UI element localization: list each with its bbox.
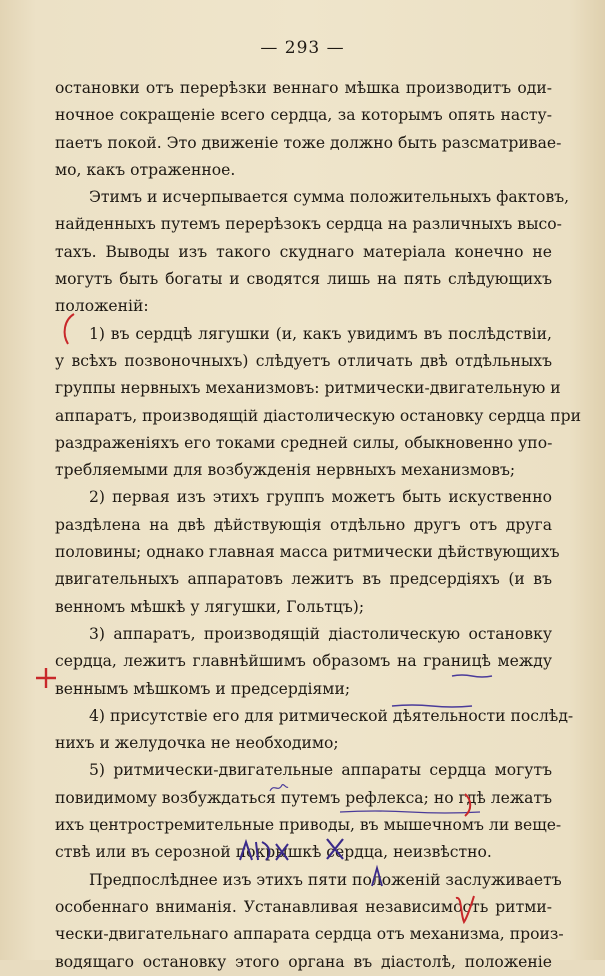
- text-line: 2) первая изъ этихъ группъ можетъ быть искуственно: [89, 488, 552, 507]
- text-line: группы нервныхъ механизмовъ: ритмически-двигательную и: [55, 379, 561, 398]
- text-line: половины; однако главная масса ритмически дѣйствующихъ: [55, 543, 560, 562]
- text-line: ночное сокращеніе всего сердца, за которымъ опять насту-: [55, 106, 552, 125]
- text-line: венномъ мѣшкѣ у лягушки, Гольтцъ);: [55, 597, 365, 616]
- text-line: раздраженіяхъ его токами средней силы, обыкновенно упо-: [55, 433, 553, 452]
- text-line: чески-двигательнаго аппарата сердца отъ механизма, произ-: [55, 925, 564, 944]
- text-line: положеній:: [55, 297, 149, 316]
- text-line: ствѣ или въ серозной покрышкѣ сердца, неизвѣстно.: [55, 843, 492, 862]
- text-line: двигательныхъ аппаратовъ лежитъ въ предсердіяхъ (и въ: [55, 570, 552, 589]
- text-line: 5) ритмически-двигательные аппараты сердца могутъ: [89, 761, 552, 780]
- text-line: требляемыми для возбужденія нервныхъ механизмовъ;: [55, 461, 516, 480]
- text-line: 4) присутствіе его для ритмической дѣятельности послѣд-: [89, 706, 574, 725]
- text-line: тахъ. Выводы изъ такого скуднаго матеріала конечно не: [55, 242, 552, 261]
- text-line: найденныхъ путемъ перерѣзокъ сердца на различныхъ высо-: [55, 215, 562, 234]
- text-line: особеннаго вниманія. Устанавливая независимость ритми-: [55, 897, 552, 916]
- text-line: повидимому возбуждаться путемъ рефлекса; но гдѣ лежатъ: [55, 788, 553, 807]
- text-line: веннымъ мѣшкомъ и предсердіями;: [55, 679, 351, 698]
- text-line: Предпослѣднее изъ этихъ пяти положеній заслуживаетъ: [89, 870, 562, 889]
- text-line: аппаратъ, производящій діастолическую остановку сердца при: [55, 406, 581, 425]
- text-line: 1) въ сердцѣ лягушки (и, какъ увидимъ въ послѣдствіи,: [89, 324, 552, 343]
- body-text: [55, 75, 581, 976]
- text-line: паетъ покой. Это движеніе тоже должно быть разсматривае-: [55, 133, 562, 152]
- text-line: сердца, лежитъ главнѣйшимъ образомъ на границѣ между: [55, 652, 552, 671]
- text-line: ихъ центростремительные приводы, въ мышечномъ ли веще-: [55, 816, 562, 835]
- text-line: нихъ и желудочка не необходимо;: [55, 734, 339, 753]
- page-number: — 293 —: [260, 38, 345, 58]
- text-line: Этимъ и исчерпывается сумма положительныхъ фактовъ,: [89, 188, 570, 207]
- text-line: могутъ быть богаты и сводятся лишь на пять слѣдующихъ: [55, 270, 552, 289]
- text-line: у всѣхъ позвоночныхъ) слѣдуетъ отличать двѣ отдѣльныхъ: [55, 351, 552, 370]
- text-line: 3) аппаратъ, производящій діастолическую остановку: [89, 624, 552, 643]
- text-line: водящаго остановку этого органа въ діастолѣ, положеніе: [55, 952, 552, 971]
- text-line: мо, какъ отраженное.: [55, 160, 236, 179]
- text-line: остановки отъ перерѣзки веннаго мѣшка производитъ оди-: [55, 79, 552, 97]
- text-line: раздѣлена на двѣ дѣйствующія отдѣльно другъ отъ друга: [55, 515, 552, 534]
